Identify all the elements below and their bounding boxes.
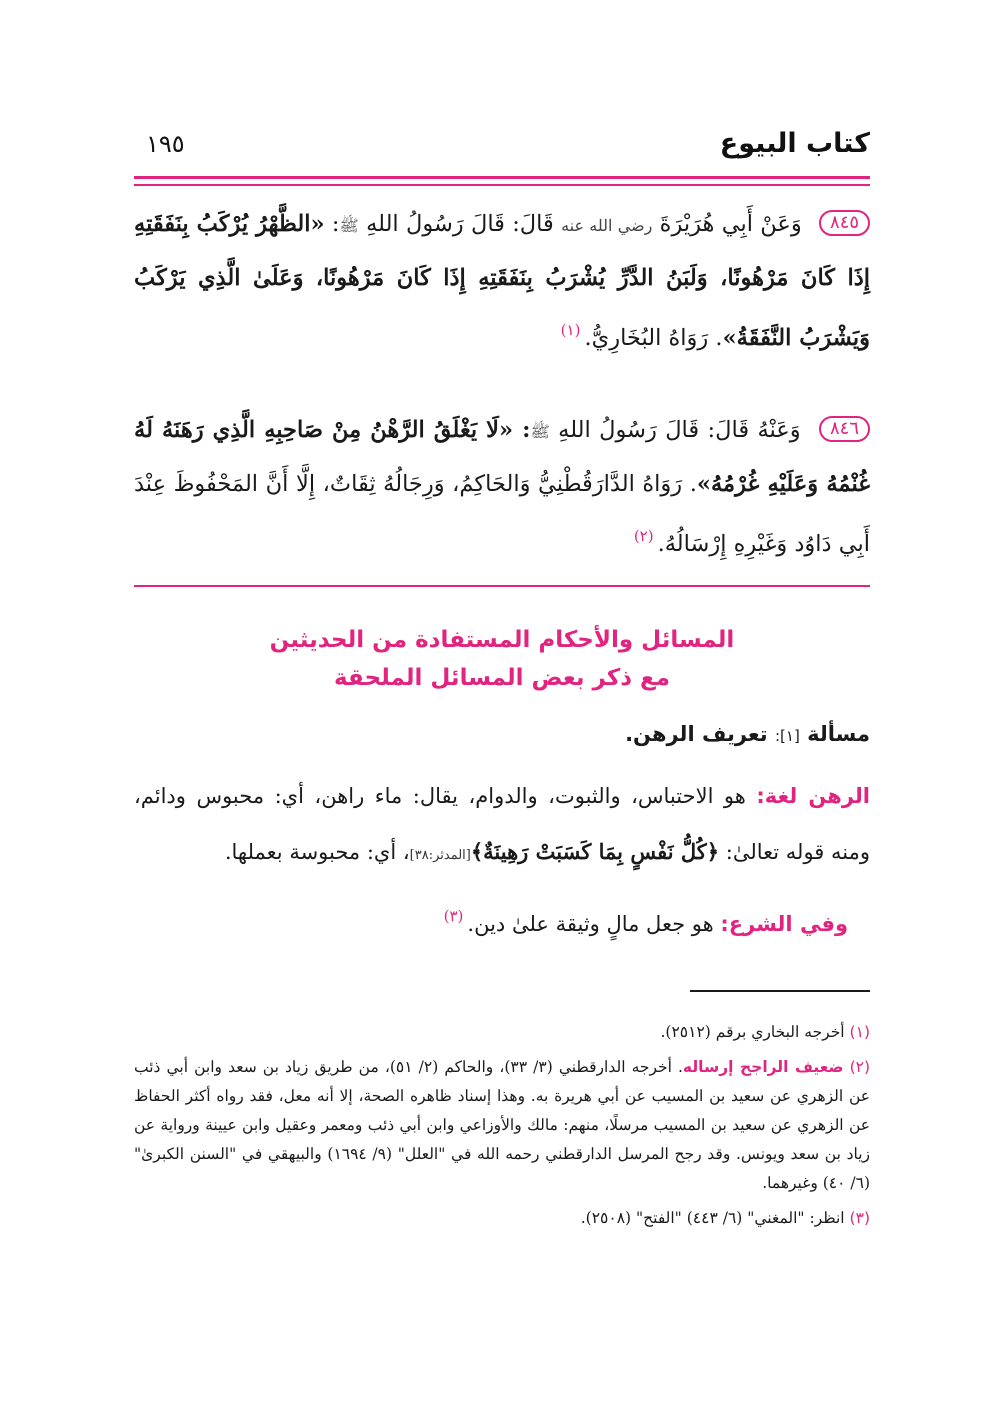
- hadith-845: ٨٤٥ وَعَنْ أَبِي هُرَيْرَةَ رضي الله عنه قَالَ: قَالَ رَسُولُ اللهِ ﷺ: «الظَّهْرُ يُرْكَبُ بِنَفَقَتِهِ إِذَا كَانَ مَرْهُونًا، وَلَبَنُ الدَّرِّ يُشْرَبُ بِنَفَقَتِهِ إِذَا كَانَ مَرْهُونًا، وَعَلَىٰ الَّذِي يَرْكَبُ وَيَشْرَبُ النَّفَقَةُ». رَوَاهُ البُخَارِيُّ.$^{(١)}$: [134, 211, 870, 351]
- term-lugha: الرهن لغة:: [756, 784, 870, 808]
- hadith-takhrij: . رَوَاهُ البُخَارِيُّ.: [584, 325, 723, 351]
- hadith-intro: وَعَنْهُ قَالَ: قَالَ رَسُولُ اللهِ: [558, 417, 801, 443]
- footnote-2: [134, 1053, 870, 1198]
- hadith-intro: وَعَنْ أَبِي هُرَيْرَةَ: [659, 211, 802, 237]
- hadith-matn: «الظَّهْرُ يُرْكَبُ بِنَفَقَتِهِ إِذَا كَانَ مَرْهُونًا، وَلَبَنُ الدَّرِّ يُشْرَبُ بِنَفَقَتِهِ إِذَا كَانَ مَرْهُونًا، وَعَلَىٰ الَّذِي يَرْكَبُ وَيَشْرَبُ النَّفَقَةُ»: [134, 211, 870, 351]
- footnote-ref-3[interactable]: (٣): [443, 907, 464, 925]
- footnote-text: أخرجه البخاري برقم (٢٥١٢).: [660, 1023, 845, 1041]
- salawat-glyph: ﷺ: [530, 422, 550, 441]
- definition-lugha: [134, 768, 870, 884]
- shar-text: هو جعل مالٍ وثيقة علىٰ دين.: [467, 912, 714, 936]
- header-rule-bottom: [134, 184, 870, 186]
- footnote-grade: ضعيف الراجح إرساله: [682, 1058, 844, 1076]
- hadith-number-badge: ٨٤٥: [819, 210, 870, 236]
- hadith-qala: قَالَ: قَالَ رَسُولُ اللهِ: [366, 211, 554, 237]
- radi-allah-glyph: رضي الله عنه: [561, 216, 653, 235]
- footnote-mark: (٣): [849, 1209, 870, 1227]
- masala-number: [١]:: [774, 727, 800, 745]
- masala-label: مسألة: [807, 722, 870, 746]
- footnote-1: [134, 1018, 870, 1047]
- page-number: ١٩٥: [146, 130, 185, 158]
- definition-shar: [134, 888, 848, 952]
- quran-reference: [المدثر:٣٨]: [409, 848, 471, 863]
- footnote-separator: [690, 990, 870, 992]
- lugha-text: هو الاحتباس، والثبوت، والدوام، يقال: ماء راهن، أي: محبوس ودائم، ومنه قوله تعالىٰ:: [134, 784, 870, 864]
- term-shar: وفي الشرع:: [720, 912, 848, 936]
- masala-heading: [625, 722, 870, 746]
- footnote-text: . أخرجه الدارقطني (٣/ ٣٣)، والحاكم (٢/ ٥١)، من طريق زياد بن سعد وابن أبي ذئب عن الزهري عن سعيد بن المسيب عن أبي هريرة به. وهذا إسناد ظاهره الصحة، إلا أنه معل، فقد رواه أكثر الحفاظ عن الزهري عن سعيد بن المسيب مرسلًا، منهم: مالك والأوزاعي وابن أبي ذئب ومعمر وعقيل وابن عيينة ورواية عن زياد بن سعد ويونس. وقد رجح المرسل الدارقطني رحمه الله في "العلل" (٩/ ١٦٩٤) والبيهقي في "السنن الكبرىٰ" (٦/ ٤٠) وغيرهما.: [134, 1058, 870, 1192]
- header-rule-top: [134, 176, 870, 179]
- footnote-3: [134, 1204, 870, 1233]
- hadith-number-badge: ٨٤٦: [819, 416, 870, 442]
- footnote-text: انظر: "المغني" (٦/ ٤٤٣) "الفتح" (٢٥٠٨).: [580, 1209, 845, 1227]
- footnote-ref-1[interactable]: (١): [560, 321, 581, 339]
- footnote-ref-2[interactable]: (٢): [633, 527, 654, 545]
- page-header: [134, 128, 870, 172]
- section-title-line2: مع ذكر بعض المسائل الملحقة: [333, 665, 670, 691]
- section-divider: [134, 585, 870, 587]
- section-title-line1: المسائل والأحكام المستفادة من الحديثين: [269, 627, 735, 653]
- hadith-846: [134, 404, 870, 570]
- hadith-takhrij: . رَوَاهُ الدَّارَقُطْنِيُّ وَالحَاكِمُ، وَرِجَالُهُ ثِقَاتٌ، إِلَّا أَنَّ المَحْفُوظَ عِنْدَ أَبِي دَاوُد وَغَيْرِهِ إِرْسَالُهُ.: [134, 471, 870, 557]
- quran-verse: ﴿كُلُّ نَفْسٍ بِمَا كَسَبَتْ رَهِينَةٌ﴾: [470, 839, 720, 864]
- masala-title: تعريف الرهن.: [625, 722, 768, 746]
- salawat-glyph: ﷺ: [339, 216, 359, 235]
- footnote-mark: (٢): [849, 1058, 871, 1076]
- hadith-matn: : «لَا يَغْلَقُ الرَّهْنُ مِنْ صَاحِبِهِ الَّذِي رَهَنَهُ لَهُ غُنْمُهُ وَعَلَيْهِ غُرْمُهُ»: [134, 417, 870, 497]
- footnote-mark: (١): [849, 1023, 870, 1041]
- lugha-after: ، أي: محبوسة بعملها.: [224, 840, 410, 864]
- book-title: كتاب البيوع: [719, 128, 870, 159]
- footnotes: [134, 1018, 870, 1239]
